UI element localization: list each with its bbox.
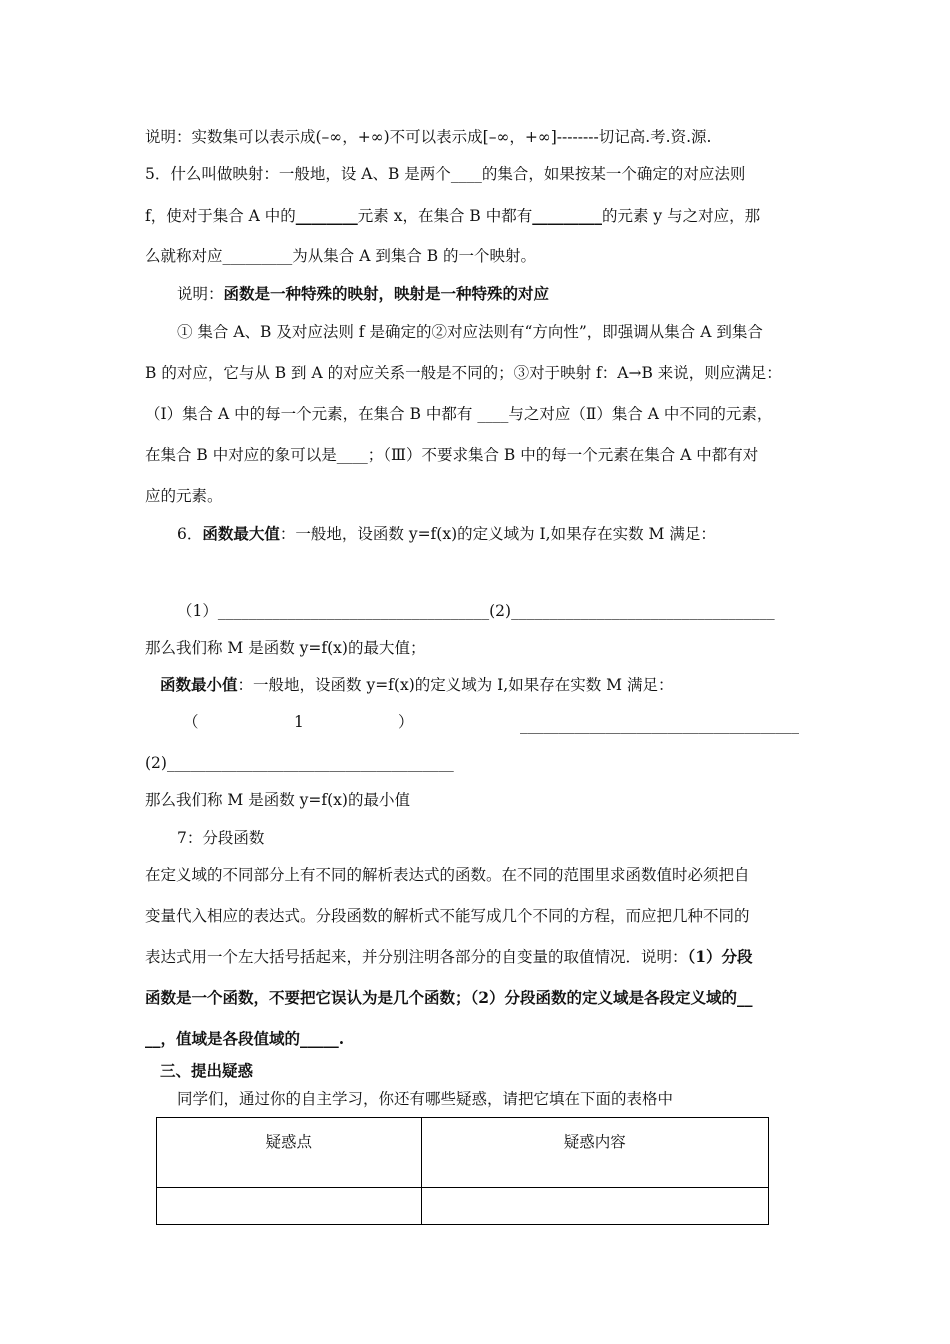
header-doubt-content: 疑惑内容: [421, 1118, 768, 1188]
text: 函数最小值: [160, 675, 238, 694]
blank: ____: [450, 165, 482, 183]
min-cond-close: ）: [398, 713, 414, 731]
text: 元素 x，在集合 B 中都有: [357, 207, 533, 225]
section-3-intro: 同学们，通过你的自主学习，你还有哪些疑惑，请把它填在下面的表格中: [177, 1090, 674, 1108]
text: 的集合，如果按某一个确定的对应法则: [481, 165, 746, 183]
mapping-line-1: [145, 164, 745, 184]
text: （1）分段: [687, 947, 753, 966]
table-header-row: [157, 1118, 769, 1188]
text: 为从集合 A 到集合 B 的一个映射。: [292, 247, 537, 265]
text: 表达式用一个左大括号括起来，并分别注明各部分的自变量的取值情况．说明：: [145, 948, 688, 966]
note-real-interval: 说明：实数集可以表示成(–∞，+∞)不可以表示成[–∞，+∞]--------切记高.考.资.源.: [145, 128, 712, 146]
blank: ________: [295, 206, 358, 225]
piecewise-line-3: [145, 947, 753, 967]
piecewise-line-2: 变量代入相应的表达式。分段函数的解析式不能写成几个不同的方程，而应把几种不同的: [145, 907, 750, 925]
text: 的元素 y 与之对应，那: [601, 207, 761, 225]
text: ：一般地，设函数 y=f(x)的定义域为 I,如果存在实数 M 满足：: [279, 525, 716, 543]
mapping-line-3: [145, 246, 536, 266]
note-para-2: B 的对应，它与从 B 到 A 的对应关系一般是不同的；③对于映射 f：A→B 来说，则应满足：: [145, 364, 782, 382]
note-para-4: 在集合 B 中对应的象可以是____；（Ⅲ）不要求集合 B 中的每一个元素在集合 A 中都有对: [145, 446, 759, 464]
section-3-title: 三、提出疑惑: [160, 1061, 254, 1080]
blank: _________: [532, 206, 602, 225]
piecewise-title: 7：分段函数: [177, 829, 265, 847]
min-cond-open: （: [183, 713, 199, 731]
note-para-1: ① 集合 A、B 及对应法则 f 是确定的②对应法则有“方向性”，即强调从集合 A 到集合: [177, 323, 763, 341]
max-conditions: （1）___________________________________(2)__________________________________: [177, 602, 775, 620]
min-conclusion: 那么我们称 M 是函数 y=f(x)的最小值: [145, 791, 410, 809]
text: 5．什么叫做映射：一般地，设 A、B 是两个: [145, 165, 451, 183]
blank: _________: [222, 247, 293, 265]
table-row: [157, 1188, 769, 1225]
doubts-table: [156, 1117, 769, 1225]
min-value-def: [160, 675, 673, 695]
cell-doubt-point[interactable]: [157, 1188, 422, 1225]
mapping-line-2: [145, 206, 760, 226]
text: f，使对于集合 A 中的: [145, 207, 296, 225]
text: 6．: [177, 525, 203, 543]
min-cond-num: 1: [294, 713, 304, 731]
piecewise-line-4: 函数是一个函数，不要把它误认为是几个函数；（2）分段函数的定义域是各段定义域的__: [145, 988, 753, 1007]
piecewise-line-1: 在定义域的不同部分上有不同的解析表达式的函数。在不同的范围里求函数值时必须把自: [145, 866, 750, 884]
min-cond-2: (2)_____________________________________: [145, 754, 454, 772]
text: 函数最大值: [202, 524, 280, 543]
text: 函数是一种特殊的映射，映射是一种特殊的对应: [223, 284, 550, 303]
text: 么就称对应: [145, 247, 223, 265]
min-cond-blank: ____________________________________: [520, 716, 799, 734]
cell-doubt-content[interactable]: [421, 1188, 768, 1225]
text: ：一般地，设函数 y=f(x)的定义域为 I,如果存在实数 M 满足：: [237, 676, 674, 694]
note-heading: [177, 284, 549, 304]
max-conclusion: 那么我们称 M 是函数 y=f(x)的最大值；: [145, 639, 426, 657]
note-para-3: （Ⅰ）集合 A 中的每一个元素，在集合 B 中都有 ____与之对应（Ⅱ）集合 A 中不同的元素，: [145, 405, 773, 423]
text: 说明：: [177, 285, 224, 303]
header-doubt-point: 疑惑点: [157, 1118, 422, 1188]
max-value-def: [177, 524, 716, 544]
note-para-5: 应的元素。: [145, 487, 223, 505]
piecewise-line-5: __，值域是各段值域的_____.: [145, 1029, 345, 1048]
